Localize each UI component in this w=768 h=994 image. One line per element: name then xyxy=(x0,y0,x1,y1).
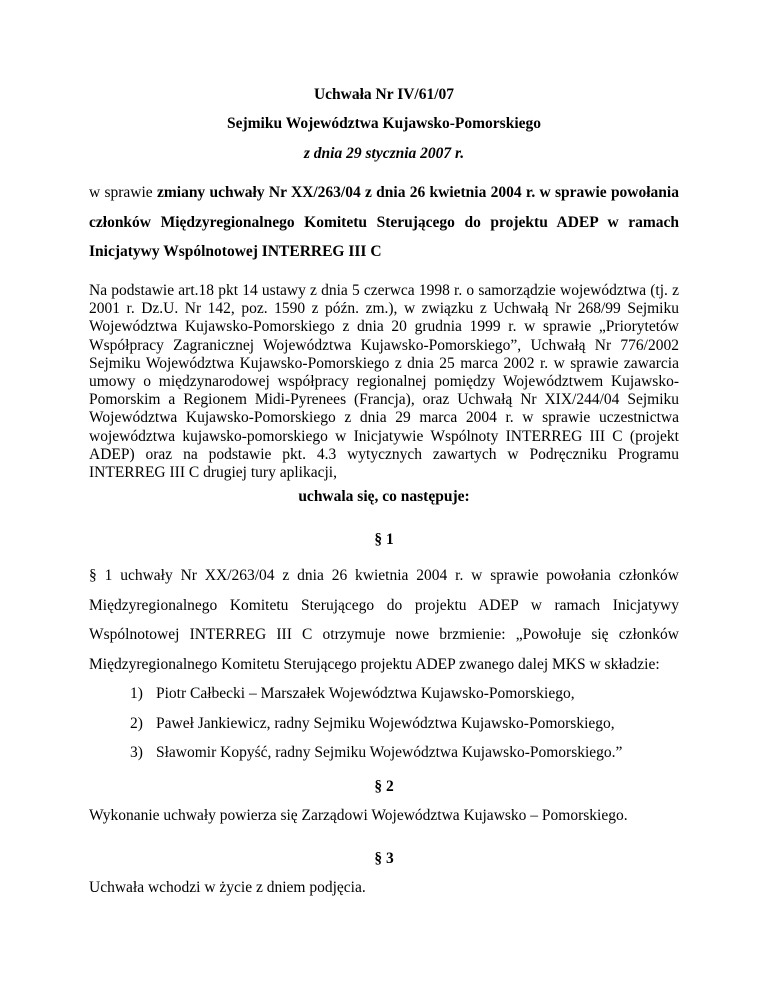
subject-prefix: w sprawie xyxy=(89,184,157,201)
list-item-text: Sławomir Kopyść, radny Sejmiku Województwa Kujawsko-Pomorskiego.” xyxy=(156,744,623,761)
resolution-number: Uchwała Nr IV/61/07 xyxy=(313,86,455,103)
list-item xyxy=(130,738,622,768)
section-1-heading: § 1 xyxy=(374,531,394,548)
subject-title: zmiany uchwały Nr XX/263/04 z dnia 26 kwietnia 2004 r. w sprawie powołania członków Międzyregionalnego Komitetu Sterującego do projektu ADEP w ramach Inicjatywy Wspólnotowej INTERREG III C xyxy=(89,184,679,260)
list-item-number: 2) xyxy=(130,714,143,732)
list-item-text: Piotr Całbecki – Marszałek Województwa Kujawsko-Pomorskiego, xyxy=(156,685,575,702)
section-2-heading: § 2 xyxy=(374,778,394,795)
committee-members-list xyxy=(130,679,622,768)
section-3-body: Uchwała wchodzi w życie z dniem podjęcia. xyxy=(89,879,366,896)
list-item-number: 1) xyxy=(130,685,143,702)
legal-basis-paragraph: Na podstawie art.18 pkt 14 ustawy z dnia 5 czerwca 1998 r. o samorządzie województwa (tj. z 2001 r. Dz.U. Nr 142, poz. 1590 z późn. zm.), w związku z Uchwałą Nr 268/99 Sejmiku Województwa Kujawsko-Pomorskiego z dnia 20 grudnia 1999 r. w sprawie „Priorytetów Współpracy Zagranicznej Województwa Kujawsko-Pomorskiego”, Uchwałą Nr 776/2002 Sejmiku Województwa Kujawsko-Pomorskiego z dnia 25 marca 2002 r. w sprawie zawarcia umowy o międzynarodowej współpracy regionalnej pomiędzy Województwem Kujawsko-Pomorskim a Regionem Midi-Pyrenees (Francja), oraz Uchwałą Nr XIX/244/04 Sejmiku Województwa Kujawsko-Pomorskiego z dnia 29 marca 2004 r. w sprawie uczestnictwa województwa kujawsko-pomorskiego w Inicjatywie Wspólnoty INTERREG III C (projekt ADEP) oraz na podstawie pkt. 4.3 wytycznych zawartych w Podręczniku Programu INTERREG III C drugiej tury aplikacji, xyxy=(89,282,679,482)
list-item xyxy=(130,679,622,709)
list-item xyxy=(130,709,622,739)
section-1-body: § 1 uchwały Nr XX/263/04 z dnia 26 kwietnia 2004 r. w sprawie powołania członków Międzyregionalnego Komitetu Sterującego do projektu ADEP w ramach Inicjatywy Wspólnotowej INTERREG III C otrzymuje nowe brzmienie: „Powołuje się członków Międzyregionalnego Komitetu Sterującego projektu ADEP zwanego dalej MKS w składzie: xyxy=(89,567,679,673)
section-3-heading: § 3 xyxy=(374,850,394,867)
resolution-date: z dnia 29 stycznia 2007 r. xyxy=(303,145,465,162)
list-item-text: Paweł Jankiewicz, radny Sejmiku Województwa Kujawsko-Pomorskiego, xyxy=(156,714,615,732)
section-2-body: Wykonanie uchwały powierza się Zarządowi Województwa Kujawsko – Pomorskiego. xyxy=(89,807,628,824)
issuing-body: Sejmiku Województwa Kujawsko-Pomorskiego xyxy=(226,115,542,132)
list-item-number: 3) xyxy=(130,744,143,761)
resolution-subject xyxy=(89,178,679,267)
resolves-clause: uchwala się, co następuje: xyxy=(298,488,470,505)
